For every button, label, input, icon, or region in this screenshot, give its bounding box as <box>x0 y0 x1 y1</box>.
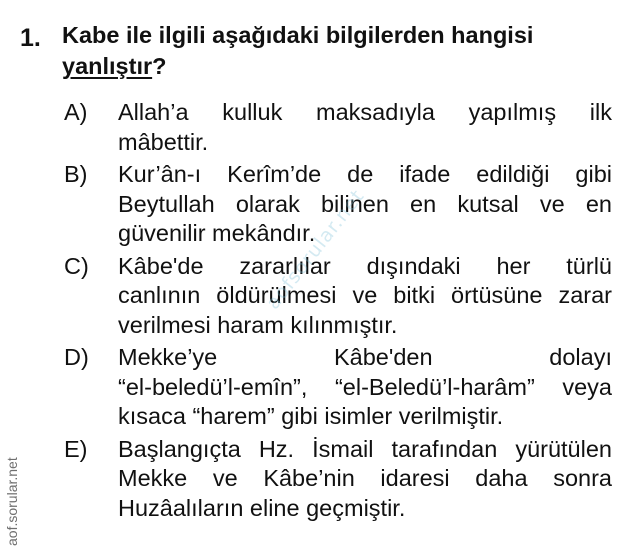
diagonal-watermark: aofsorular.net <box>262 185 369 314</box>
option-c[interactable] <box>64 252 614 341</box>
option-text <box>118 160 612 249</box>
question-text <box>62 20 616 82</box>
question-number: 1. <box>20 24 41 52</box>
option-text <box>118 343 612 432</box>
option-letter: E) <box>64 435 88 462</box>
option-letter: A) <box>64 99 88 125</box>
option-line: güvenilir mekândır. <box>118 220 316 246</box>
option-line: verilmesi haram kılınmıştır. <box>118 311 398 338</box>
option-line: Mekke ve Kâbe’nin idaresi daha sonra <box>118 465 612 491</box>
option-d[interactable] <box>64 343 614 432</box>
option-line: Kur’ân-ı Kerîm’de de ifade edildiği gibi <box>118 161 612 187</box>
option-line: Kâbe'de zararlılar dışındaki her türlü <box>118 252 612 279</box>
option-line: “el-beledü’l-emîn”, “el-Beledü’l-harâm” veya <box>118 373 612 400</box>
option-line: mâbettir. <box>118 128 209 155</box>
option-letter: C) <box>64 252 89 279</box>
question-text-main: Kabe ile ilgili aşağıdaki bilgilerden hangisi <box>62 22 534 48</box>
option-text <box>118 435 612 524</box>
option-line: Huzâalıların eline geçmiştir. <box>118 494 406 521</box>
option-text <box>118 98 612 157</box>
option-line: Allah’a kulluk maksadıyla yapılmış ilk <box>118 99 612 125</box>
option-line: canlının öldürülmesi ve bitki örtüsüne zarar <box>118 282 612 308</box>
question-mark: ? <box>152 53 167 79</box>
option-letter: B) <box>64 161 88 187</box>
option-line: kısaca “harem” gibi isimler verilmiştir. <box>118 403 504 429</box>
side-watermark: aof.sorular.net <box>4 457 20 546</box>
option-letter: D) <box>64 344 89 370</box>
option-line: Mekke’ye Kâbe'den dolayı <box>118 344 612 370</box>
option-line: Beytullah olarak bilinen en kutsal ve en <box>118 190 612 217</box>
option-text <box>118 252 612 341</box>
option-line: Başlangıçta Hz. İsmail tarafından yürütülen <box>118 435 612 462</box>
answer-options <box>64 98 614 526</box>
question-text-underlined: yanlıştır <box>62 53 153 79</box>
option-a[interactable] <box>64 98 614 157</box>
option-e[interactable] <box>64 435 614 524</box>
